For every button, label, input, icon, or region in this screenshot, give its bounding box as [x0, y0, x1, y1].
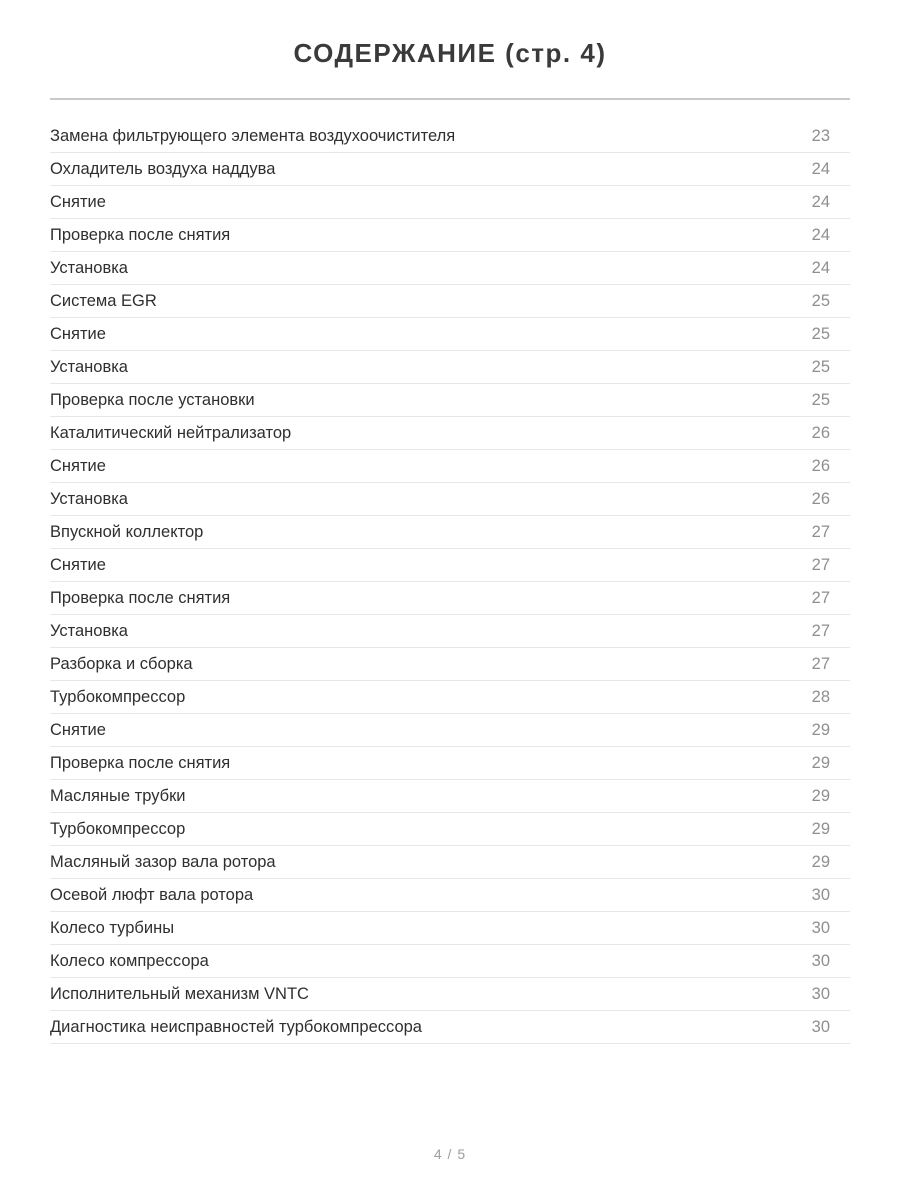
toc-row[interactable] [50, 714, 850, 747]
toc-entry-page: 29 [811, 753, 830, 772]
toc-entry-label: Масляный зазор вала ротора [50, 852, 276, 871]
toc-entry-label: Снятие [50, 192, 106, 211]
toc-entry-page: 29 [811, 720, 830, 739]
footer-page-indicator: 4 / 5 [433, 1146, 467, 1162]
toc-entry-page: 26 [811, 423, 830, 442]
toc-row[interactable] [50, 549, 850, 582]
toc-row[interactable] [50, 186, 850, 219]
toc-entry-page: 30 [811, 984, 830, 1003]
toc-row[interactable] [50, 483, 850, 516]
toc-entry-label: Охладитель воздуха наддува [50, 159, 276, 178]
toc-row[interactable] [50, 351, 850, 384]
toc-row[interactable] [50, 582, 850, 615]
toc-entry-label: Диагностика неисправностей турбокомпрессора [50, 1017, 422, 1036]
toc-entry-label: Разборка и сборка [50, 654, 193, 673]
toc-entry-page: 29 [811, 819, 830, 838]
toc-entry-page: 24 [811, 159, 830, 178]
toc-row[interactable] [50, 153, 850, 186]
toc-entry-page: 24 [811, 258, 830, 277]
toc-entry-page: 25 [811, 390, 830, 409]
toc-entry-label: Турбокомпрессор [50, 819, 186, 838]
toc-entry-label: Исполнительный механизм VNTC [50, 984, 309, 1003]
toc-entry-label: Колесо турбины [50, 918, 175, 937]
toc-entry-label: Установка [50, 258, 128, 277]
toc-row[interactable] [50, 747, 850, 780]
toc-entry-label: Установка [50, 357, 128, 376]
toc-entry-label: Снятие [50, 720, 106, 739]
toc-entry-page: 27 [811, 555, 830, 574]
toc-entry-label: Осевой люфт вала ротора [50, 885, 254, 904]
toc-entry-page: 25 [811, 357, 830, 376]
toc-row[interactable] [50, 846, 850, 879]
toc-entry-page: 23 [811, 126, 830, 145]
toc-entry-page: 30 [811, 885, 830, 904]
toc-row[interactable] [50, 780, 850, 813]
toc-entry-page: 30 [811, 951, 830, 970]
header-rule [50, 98, 850, 100]
toc-row[interactable] [50, 1011, 850, 1044]
page-title: СОДЕРЖАНИЕ (стр. 4) [293, 38, 607, 68]
toc-entry-label: Система EGR [50, 291, 157, 310]
toc-row[interactable] [50, 978, 850, 1011]
toc-row[interactable] [50, 252, 850, 285]
toc-entry-page: 27 [811, 588, 830, 607]
toc-entry-page: 29 [811, 786, 830, 805]
toc-entry-label: Впускной коллектор [50, 522, 204, 541]
toc-entry-page: 30 [811, 1017, 830, 1036]
toc-entry-label: Каталитический нейтрализатор [50, 423, 292, 442]
toc-entry-label: Масляные трубки [50, 786, 186, 805]
toc-entry-page: 30 [811, 918, 830, 937]
toc-row[interactable] [50, 417, 850, 450]
toc-row[interactable] [50, 318, 850, 351]
toc-entry-page: 27 [811, 522, 830, 541]
toc-row[interactable] [50, 945, 850, 978]
toc-entry-label: Проверка после снятия [50, 588, 231, 607]
toc-entry-page: 26 [811, 456, 830, 475]
toc-entry-label: Установка [50, 489, 128, 508]
toc-entry-page: 27 [811, 621, 830, 640]
toc-entry-page: 25 [811, 291, 830, 310]
toc-entry-page: 29 [811, 852, 830, 871]
toc-entry-label: Проверка после снятия [50, 225, 231, 244]
toc-entry-label: Снятие [50, 555, 106, 574]
toc-entry-label: Проверка после установки [50, 390, 255, 409]
toc-entry-page: 24 [811, 225, 830, 244]
toc-row[interactable] [50, 384, 850, 417]
toc-row[interactable] [50, 615, 850, 648]
toc-entry-page: 28 [811, 687, 830, 706]
toc-entry-page: 26 [811, 489, 830, 508]
toc-entry-label: Турбокомпрессор [50, 687, 186, 706]
toc-row[interactable] [50, 813, 850, 846]
toc-row[interactable] [50, 912, 850, 945]
toc-row[interactable] [50, 285, 850, 318]
toc-entry-page: 27 [811, 654, 830, 673]
toc-row[interactable] [50, 879, 850, 912]
toc-entry-page: 25 [811, 324, 830, 343]
toc-entry-label: Проверка после снятия [50, 753, 231, 772]
toc-entry-label: Установка [50, 621, 128, 640]
toc-row[interactable] [50, 648, 850, 681]
toc-list [50, 120, 850, 1044]
toc-entry-label: Колесо компрессора [50, 951, 209, 970]
toc-row[interactable] [50, 450, 850, 483]
toc-entry-label: Замена фильтрующего элемента воздухоочистителя [50, 126, 456, 145]
toc-row[interactable] [50, 120, 850, 153]
toc-entry-label: Снятие [50, 324, 106, 343]
toc-entry-label: Снятие [50, 456, 106, 475]
toc-entry-page: 24 [811, 192, 830, 211]
toc-row[interactable] [50, 516, 850, 549]
toc-row[interactable] [50, 219, 850, 252]
toc-row[interactable] [50, 681, 850, 714]
